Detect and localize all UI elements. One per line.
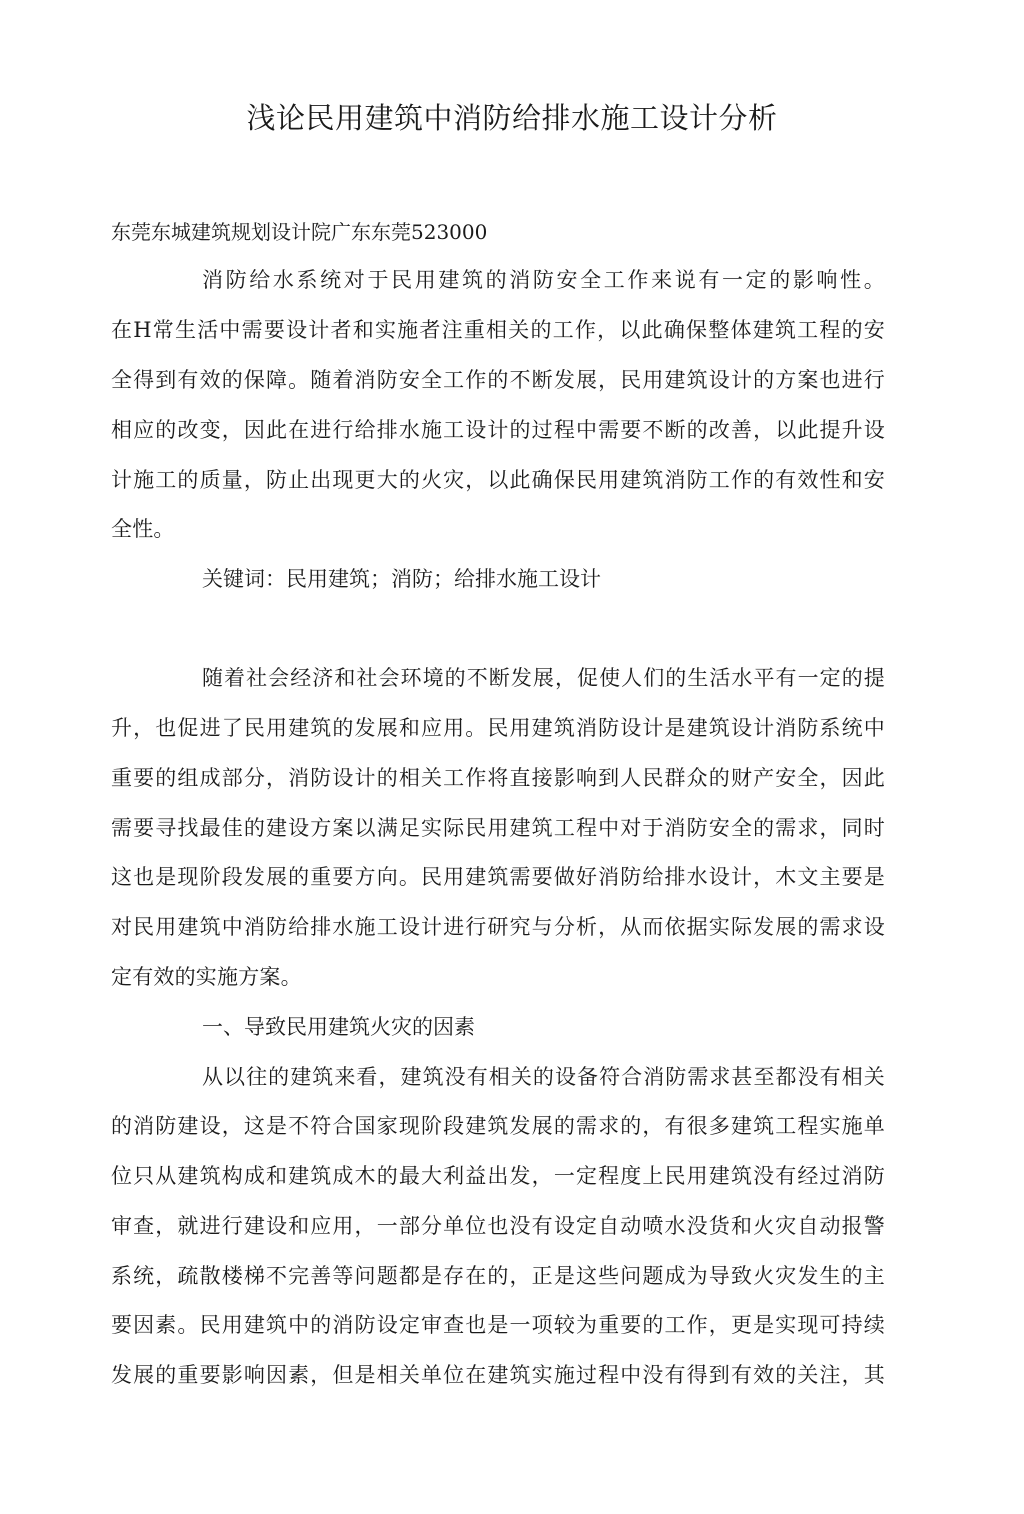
author-affiliation: 东莞东城建筑规划设计院广东东莞523000 [111,220,488,244]
abstract-line-3: 全得到有效的保障。随着消防安全工作的不断发展，民用建筑设计的方案也进行 [111,368,885,392]
section-heading-1: 一、导致民用建筑火灾的因素 [202,1015,475,1039]
section1-line-3: 位只从建筑构成和建筑成木的最大利益出发，一定程度上民用建筑没有经过消防 [111,1164,885,1188]
intro-line-2: 升，也促进了民用建筑的发展和应用。民用建筑消防设计是建筑设计消防系统中 [111,716,885,740]
abstract-line-4: 相应的改变，因此在进行给排水施工设计的过程中需要不断的改善，以此提升设 [111,418,885,442]
intro-line-1: 随着社会经济和社会环境的不断发展，促使人们的生活水平有一定的提 [202,666,885,690]
intro-line-3: 重要的组成部分，消防设计的相关工作将直接影响到人民群众的财产安全，因此 [111,766,885,790]
intro-line-5: 这也是现阶段发展的重要方向。民用建筑需要做好消防给排水设计，木文主要是 [111,865,885,889]
abstract-line-6: 全性。 [111,517,175,541]
abstract-line-1: 消防给水系统对于民用建筑的消防安全工作来说有一定的影响性。 [202,268,885,292]
abstract-line-5: 计施工的质量，防止出现更大的火灾，以此确保民用建筑消防工作的有效性和安 [111,468,885,492]
section1-line-6: 要因素。民用建筑中的消防设定审查也是一项较为重要的工作，更是实现可持续 [111,1313,885,1337]
section1-line-4: 审查，就进行建设和应用，一部分单位也没有设定自动喷水没货和火灾自动报警 [111,1214,885,1238]
document-title: 浅论民用建筑中消防给排水施工设计分析 [246,101,778,135]
section1-line-2: 的消防建设，这是不符合国家现阶段建筑发展的需求的，有很多建筑工程实施单 [111,1114,885,1138]
intro-line-6: 对民用建筑中消防给排水施工设计进行研究与分析，从而依据实际发展的需求设 [111,915,885,939]
keywords-line: 关键词：民用建筑；消防；给排水施工设计 [202,567,601,591]
intro-line-4: 需要寻找最佳的建设方案以满足实际民用建筑工程中对于消防安全的需求，同时 [111,816,885,840]
section1-line-5: 系统，疏散楼梯不完善等问题都是存在的，正是这些问题成为导致火灾发生的主 [111,1264,885,1288]
intro-line-7: 定有效的实施方案。 [111,965,302,989]
section1-line-7: 发展的重要影响因素，但是相关单位在建筑实施过程中没有得到有效的关注，其 [111,1363,885,1387]
section1-line-1: 从以往的建筑来看，建筑没有相关的设备符合消防需求甚至都没有相关 [202,1065,885,1089]
abstract-line-2: 在H常生活中需要设计者和实施者注重相关的工作，以此确保整体建筑工程的安 [111,318,885,342]
